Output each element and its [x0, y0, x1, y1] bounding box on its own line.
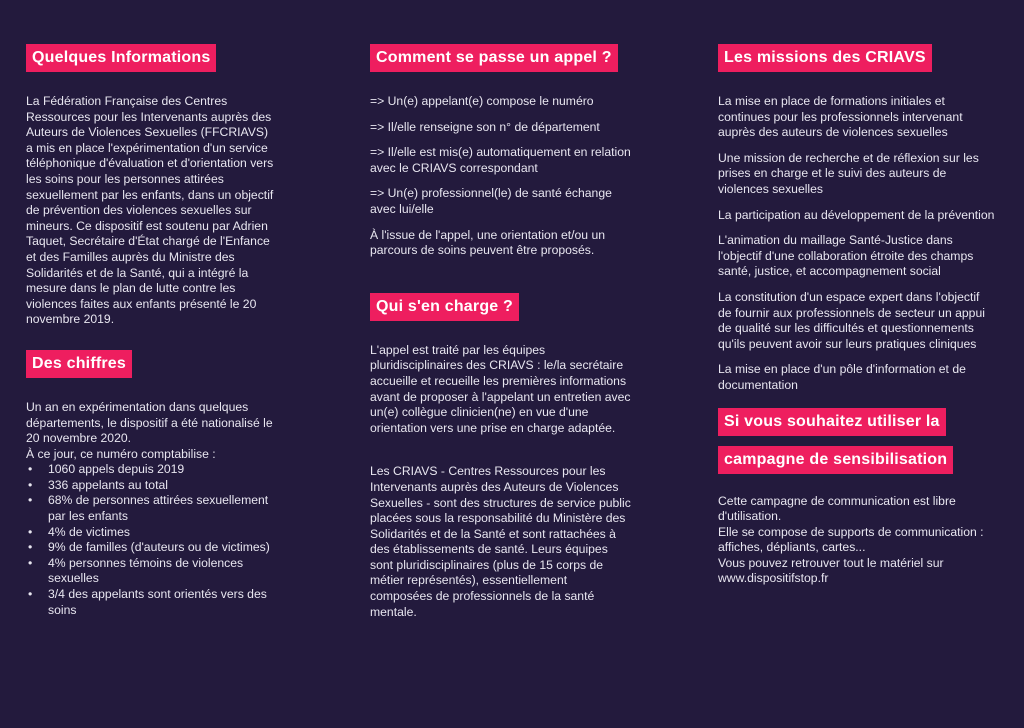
- campaign-text-1: Cette campagne de communication est libre d'utilisation.: [718, 493, 956, 524]
- list-item: • 3/4 des appelants sont orientés vers des soins: [26, 587, 278, 618]
- list-item: • 68% de personnes attirées sexuellement par les enfants: [26, 493, 278, 524]
- heading-les-missions: Les missions des CRIAVS: [718, 44, 932, 72]
- mission-item: La constitution d'un espace expert dans l'objectif de fournir aux professionnels de secteur un appui de qualité sur les difficultés et questionnements qu'ils peuvent avoir sur leurs pratiques cliniques: [718, 289, 985, 351]
- chiffres-intro-2: À ce jour, ce numéro comptabilise :: [26, 446, 216, 461]
- campaign-text-2: Elle se compose de supports de communication : affiches, dépliants, cartes...: [718, 524, 984, 555]
- step-item: => Il/elle est mis(e) automatiquement en relation avec le CRIAVS correspondant: [370, 145, 631, 175]
- heading-si-vous-souhaitez: Si vous souhaitez utiliser la: [718, 408, 946, 436]
- heading-campagne-de-sensibilisation: campagne de sensibilisation: [718, 446, 953, 474]
- informations-paragraph: La Fédération Française des Centres Ressources pour les Intervenants auprès des Auteurs de Violences Sexuelles (FFCRIAVS) a mis en place l'expérimentation d'un service téléphonique d'évaluation et d'orientation vers les soins pour les personnes attirées sexuellement par les enfants, dans un objectif de prévention des violences sexuelles sur mineurs. Ce dispositif est soutenu par Adrien Taquet, Secrétaire d'État chargé de l'Enfance et des Familles auprès du Ministre des Solidarités et de la Santé, qui a intégré la mesure dans le plan de lutte contre les violences faites aux enfants présenté le 20 novembre 2019.: [26, 94, 274, 327]
- heading-quelques-informations: Quelques Informations: [26, 44, 216, 72]
- stats-list: [26, 462, 278, 618]
- column-informations: [26, 44, 278, 618]
- list-item: • 1060 appels depuis 2019: [26, 462, 278, 478]
- list-item: • 336 appelants au total: [26, 478, 278, 494]
- campaign-text-3: Vous pouvez retrouver tout le matériel sur: [718, 555, 944, 570]
- list-item: • 9% de familles (d'auteurs ou de victimes): [26, 540, 278, 556]
- list-item: • 4% personnes témoins de violences sexuelles: [26, 556, 278, 587]
- missions-list: [718, 94, 996, 394]
- column-missions: [718, 44, 996, 587]
- heading-comment-se-passe-un-appel: Comment se passe un appel ?: [370, 44, 618, 72]
- list-item: • 4% de victimes: [26, 525, 278, 541]
- mission-item: La mise en place de formations initiales et continues pour les professionnels intervenant auprès des auteurs de violences sexuelles: [718, 94, 963, 140]
- mission-item: La mise en place d'un pôle d'information et de documentation: [718, 362, 966, 392]
- campaign-link[interactable]: www.dispositifstop.fr: [718, 571, 829, 586]
- chiffres-intro: Un an en expérimentation dans quelques départements, le dispositif a été nationalisé le 20 novembre 2020.: [26, 399, 273, 446]
- mission-item: Une mission de recherche et de réflexion sur les prises en charge et le suivi des auteurs de violences sexuelles: [718, 150, 979, 196]
- step-item: => Un(e) appelant(e) compose le numéro: [370, 94, 594, 108]
- column-appel: [370, 44, 632, 620]
- heading-qui-sen-charge: Qui s'en charge ?: [370, 293, 519, 321]
- qui-paragraph-2: Les CRIAVS - Centres Ressources pour les Intervenants auprès des Auteurs de Violences Sexuelles - sont des structures de service public placées sous la responsabilité du Ministère des Solidarités et de la Santé et sont rattachées à des établissements de santé. Leurs équipes sont pluridisciplinaires (plus de 15 corps de métier représentés), essentiellement composées de professionnels de la santé mentale.: [370, 464, 631, 619]
- mission-item: L'animation du maillage Santé-Justice dans l'objectif d'une collaboration étroite des champs santé, justice, et accompagnement social: [718, 233, 974, 279]
- mission-item: La participation au développement de la prévention: [718, 207, 995, 222]
- heading-des-chiffres: Des chiffres: [26, 350, 132, 378]
- outcome-paragraph: À l'issue de l'appel, une orientation et/ou un parcours de soins peuvent être proposés.: [370, 227, 606, 258]
- step-item: => Il/elle renseigne son n° de département: [370, 119, 600, 134]
- qui-paragraph-1: L'appel est traité par les équipes pluridisciplinaires des CRIAVS : le/la secrétaire accueille et recueille les premières informations avant de proposer à l'appelant un entretien avec un(e) collègue clinicien(ne) en vue d'une orientation vers une prise en charge adaptée.: [370, 342, 631, 435]
- step-item: => Un(e) professionnel(le) de santé échange avec lui/elle: [370, 186, 612, 216]
